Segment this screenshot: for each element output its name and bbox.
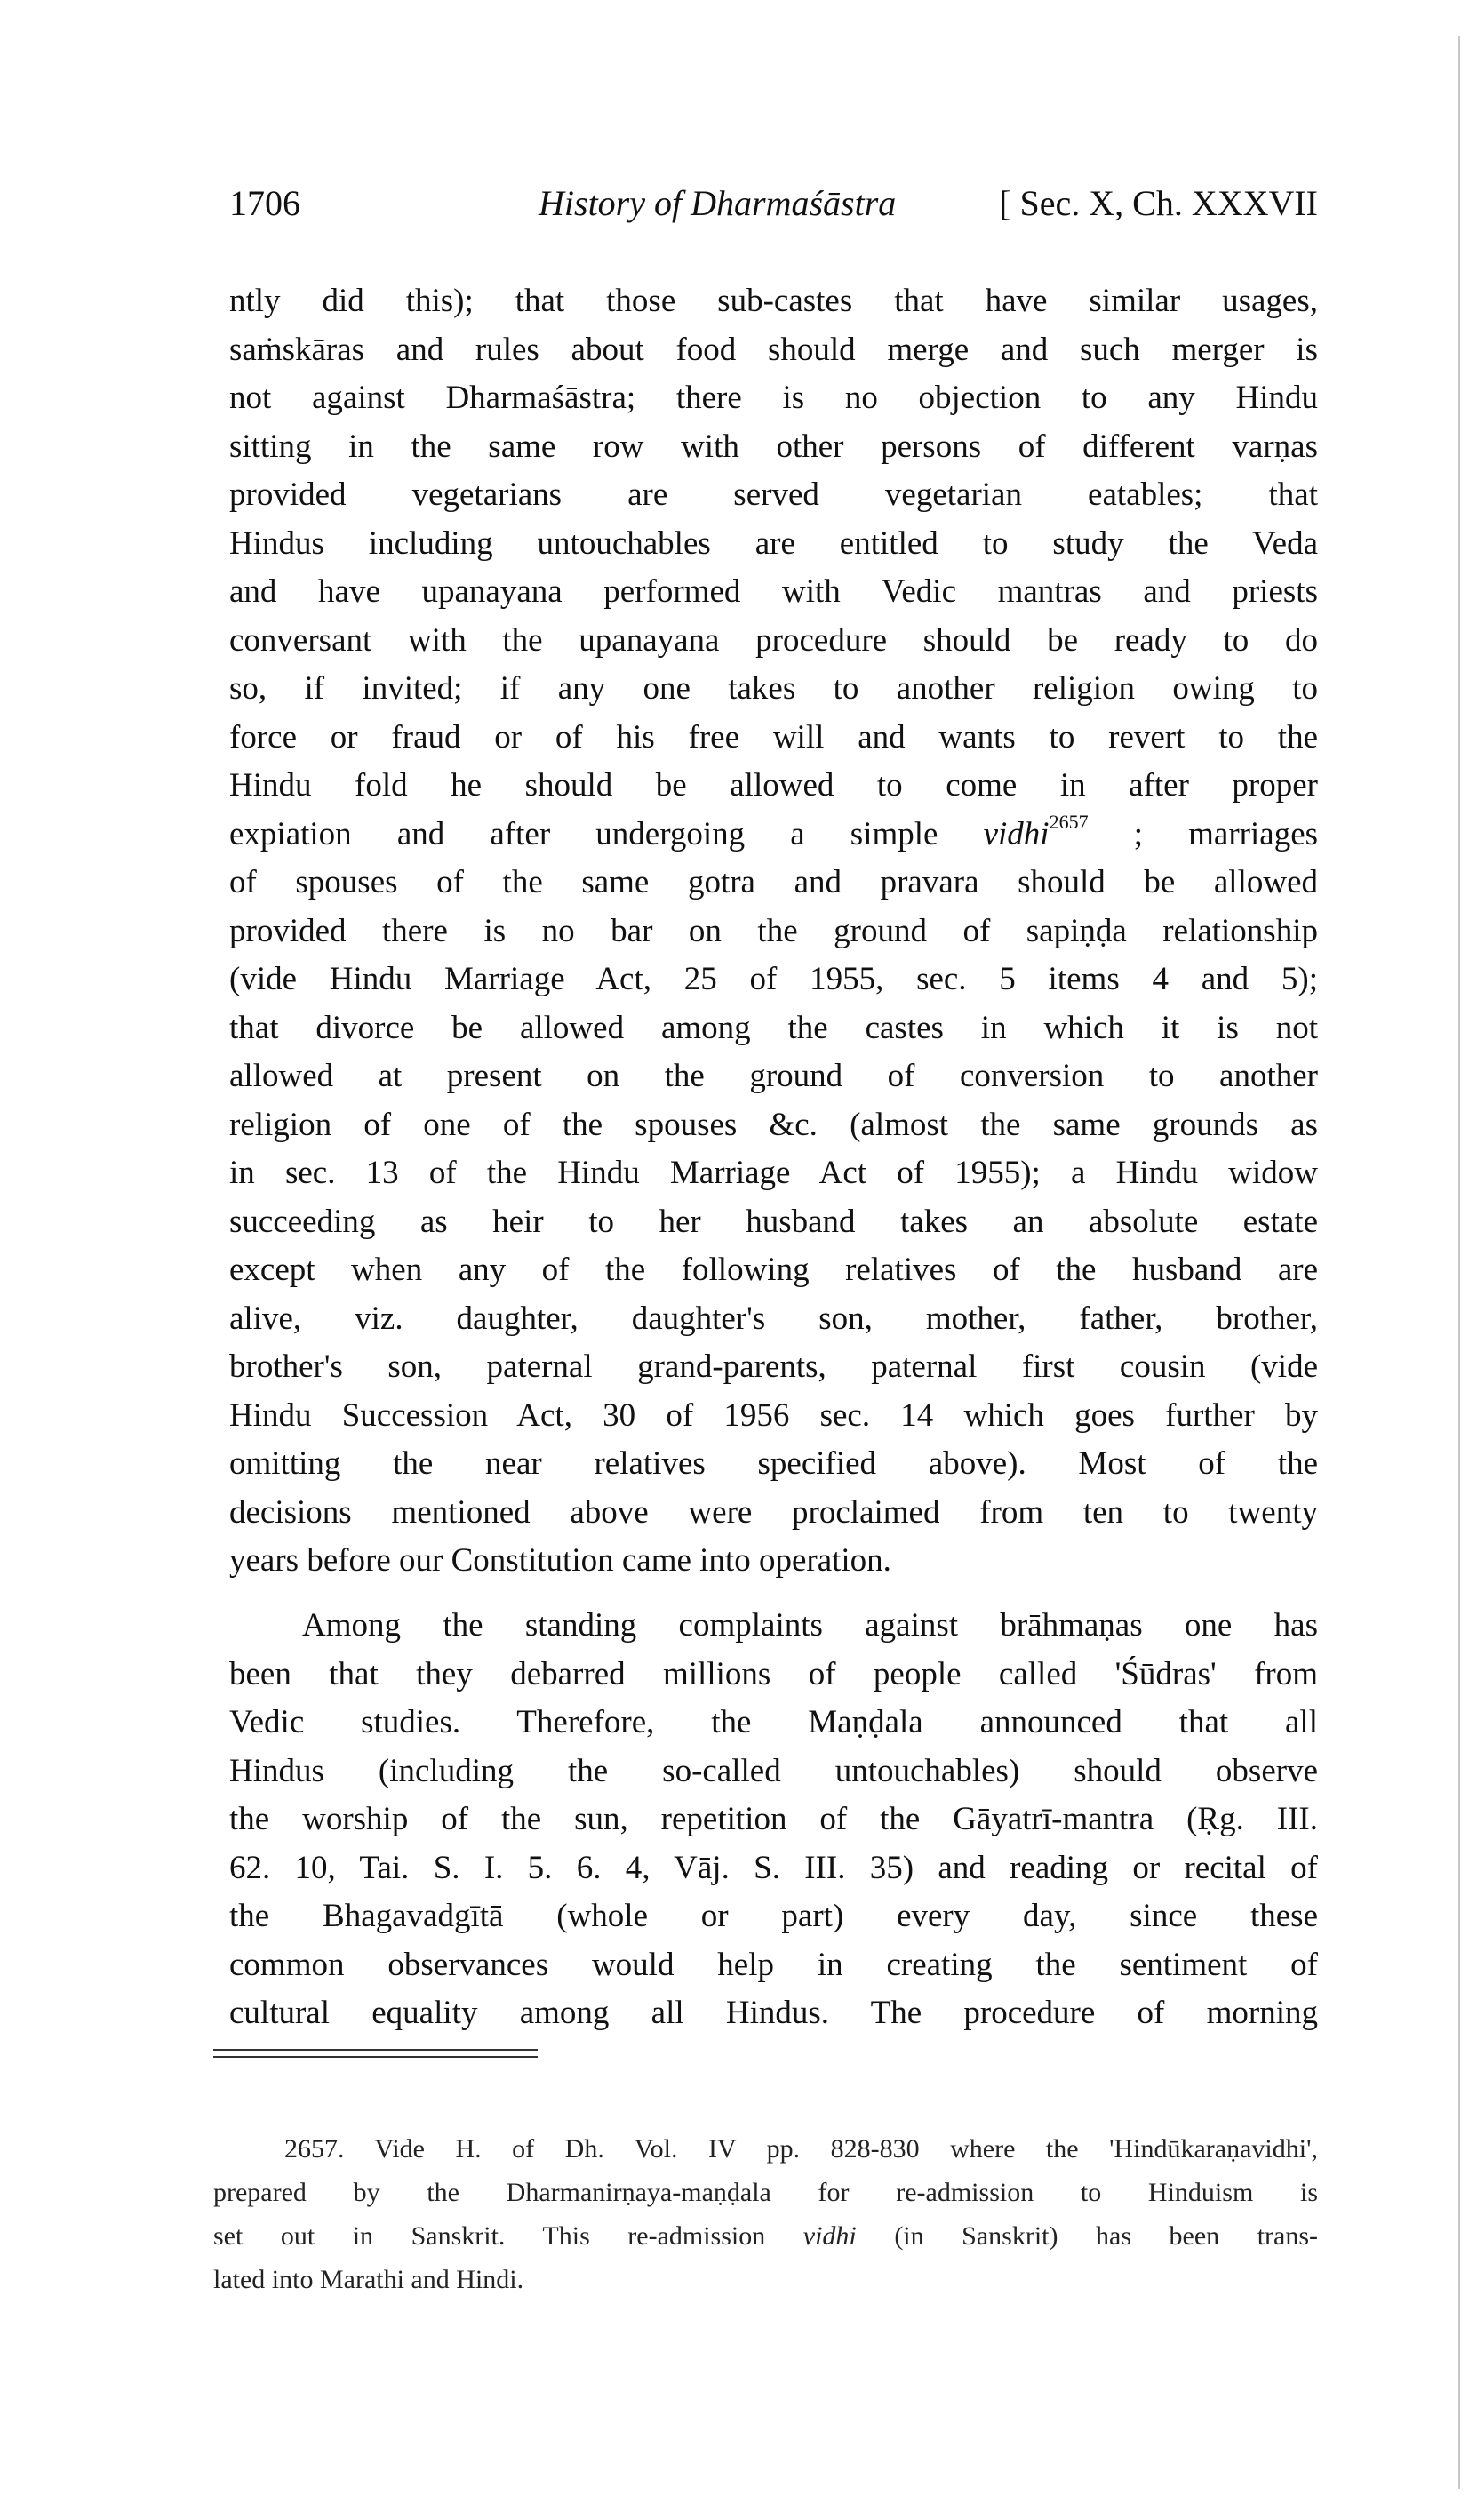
text-line: provided vegetarians are served vegetarian eatables; that — [229, 476, 1318, 513]
text-line: conversant with the upanayana procedure should be ready to do — [229, 621, 1318, 659]
text-line: 62. 10, Tai. S. I. 5. 6. 4, Vāj. S. III. 35) and reading or recital of — [229, 1849, 1318, 1886]
text-line: Hindus (including the so-called untouchables) should observe — [229, 1752, 1318, 1789]
paragraph-1 — [229, 277, 1318, 1586]
text-line: Hindus including untouchables are entitled to study the Veda — [229, 524, 1318, 562]
text-line: ntly did this); that those sub-castes that have similar usages, — [229, 283, 1318, 319]
text-line: and have upanayana performed with Vedic mantras and priests — [229, 573, 1318, 610]
text-fragment: (in Sanskrit) has been trans- — [894, 2221, 1319, 2251]
footnote-separator-rule — [213, 2049, 538, 2051]
footnote-separator-rule — [213, 2056, 538, 2058]
section-reference: [ Sec. X, Ch. XXXVII — [999, 183, 1318, 223]
page-edge-rule — [1458, 36, 1460, 2489]
text-fragment: ; marriages — [1133, 815, 1319, 852]
text-line-with-footnote-ref — [229, 811, 1318, 860]
footnote-line: lated into Marathi and Hindi. — [213, 2265, 524, 2294]
text-line: years before our Constitution came into operation. — [229, 1542, 891, 1579]
footnote-line — [213, 2214, 1318, 2258]
book-title: History of Dharmaśāstra — [539, 183, 897, 223]
text-line: Hindu fold he should be allowed to come in after proper — [229, 767, 1318, 804]
footnote-2657 — [213, 2127, 1318, 2301]
text-line: (vide Hindu Marriage Act, 25 of 1955, sec. 5 items 4 and 5); — [229, 961, 1318, 997]
text-line: omitting the near relatives specified above). Most of the — [229, 1445, 1318, 1482]
text-line: common observances would help in creating the sentiment of — [229, 1946, 1318, 1983]
text-line: cultural equality among all Hindus. The procedure of morning — [229, 1995, 1318, 2031]
text-line: Vedic studies. Therefore, the Maṇḍala announced that all — [229, 1704, 1318, 1740]
text-fragment: expiation and after undergoing a simple — [229, 815, 938, 852]
text-line: Hindu Succession Act, 30 of 1956 sec. 14 which goes further by — [229, 1396, 1318, 1434]
running-header — [229, 182, 1318, 236]
page-number: 1706 — [229, 183, 300, 223]
paragraph-2 — [229, 1602, 1318, 2038]
text-line: religion of one of the spouses &c. (almost the same grounds as — [229, 1106, 1318, 1143]
text-line: brother's son, paternal grand-parents, paternal first cousin (vide — [229, 1348, 1318, 1385]
footnote-reference[interactable]: 2657 — [1049, 811, 1089, 834]
text-line: been that they debarred millions of people called 'Śūdras' from — [229, 1655, 1318, 1692]
text-line: in sec. 13 of the Hindu Marriage Act of 1955); a Hindu widow — [229, 1155, 1318, 1191]
text-line: provided there is no bar on the ground of sapiṇḍa relationship — [229, 912, 1318, 949]
text-line: that divorce be allowed among the castes in which it is not — [229, 1009, 1318, 1046]
text-line: allowed at present on the ground of conversion to another — [229, 1058, 1318, 1094]
italic-term-vidhi: vidhi — [802, 2221, 857, 2251]
text-line: the Bhagavadgītā (whole or part) every day, since these — [229, 1898, 1318, 1934]
footnote-line: prepared by the Dharmanirṇaya-maṇḍala for re-admission to Hinduism is — [213, 2178, 1318, 2207]
text-line: the worship of the sun, repetition of the Gāyatrī-mantra (Ṛg. III. — [229, 1801, 1318, 1837]
text-line: succeeding as heir to her husband takes an absolute estate — [229, 1203, 1318, 1240]
footnote-line: 2657. Vide H. of Dh. Vol. IV pp. 828-830 where the 'Hindūkaraṇavidhi', — [284, 2134, 1318, 2164]
text-line: sitting in the same row with other persons of different varṇas — [229, 428, 1318, 465]
text-fragment: set out in Sanskrit. This re-admission — [213, 2221, 766, 2251]
text-line: Among the standing complaints against brāhmaṇas one has — [302, 1607, 1318, 1644]
text-line: not against Dharmaśāstra; there is no objection to any Hindu — [229, 380, 1318, 416]
text-line: of spouses of the same gotra and pravara should be allowed — [229, 864, 1318, 900]
text-line: except when any of the following relatives of the husband are — [229, 1252, 1318, 1288]
text-line: alive, viz. daughter, daughter's son, mother, father, brother, — [229, 1300, 1318, 1337]
text-line: so, if invited; if any one takes to another religion owing to — [229, 670, 1318, 707]
text-line: decisions mentioned above were proclaimed from ten to twenty — [229, 1493, 1318, 1531]
text-line: saṁskāras and rules about food should merge and such merger is — [229, 331, 1318, 368]
italic-term-vidhi: vidhi — [983, 815, 1050, 852]
text-line: force or fraud or of his free will and wants to revert to the — [229, 718, 1318, 756]
